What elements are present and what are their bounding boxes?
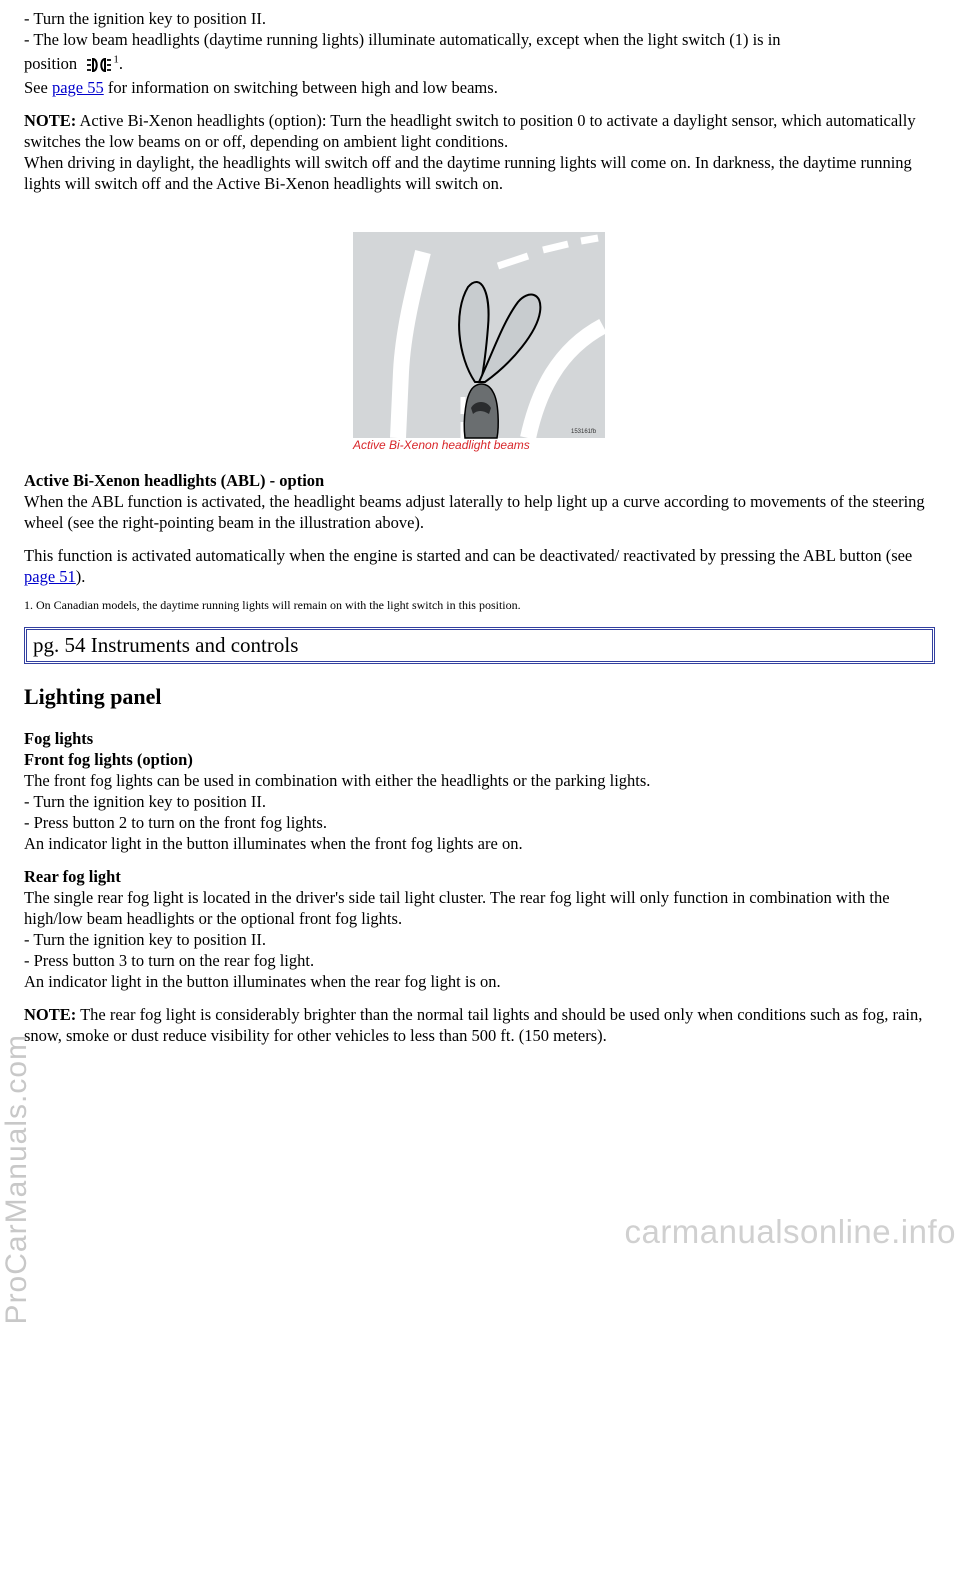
- bixenon-figure: [353, 232, 605, 462]
- rear-fog-heading: Rear fog light: [24, 867, 121, 886]
- front-line: - Press button 2 to turn on the front fog lights.: [24, 813, 327, 832]
- note-1: NOTE: Active Bi-Xenon headlights (option): Turn the headlight switch to position 0 to activate a daylight sensor, which automatically switches the low beams on or off, depending on ambient light conditions.: [24, 111, 916, 151]
- rear-line: - Turn the ignition key to position II.: [24, 930, 267, 949]
- figure-area: [24, 232, 939, 464]
- footnote: 1. On Canadian models, the daytime running lights will remain on with the light switch in this position.: [24, 598, 521, 612]
- abl-text-1: When the ABL function is activated, the headlight beams adjust laterally to help light up a curve according to movements of the steering wheel (see the right-pointing beam in the illustration above).: [24, 492, 925, 532]
- parking-lights-icon: [85, 57, 113, 73]
- intro-line-2: - The low beam headlights (daytime running lights) illuminate automatically, except when the light switch (1) is in: [24, 30, 781, 49]
- page-bar: pg. 54 Instruments and controls: [24, 627, 935, 664]
- intro-line-1: - Turn the ignition key to position II.: [24, 9, 267, 28]
- intro-line-3: position $^1$.: [24, 53, 123, 73]
- front-line: The front fog lights can be used in combination with either the headlights or the parking lights.: [24, 771, 651, 790]
- figure-caption: Active Bi-Xenon headlight beams: [353, 438, 530, 452]
- note-label: NOTE:: [24, 1005, 77, 1024]
- see-line: See page 55 for information on switching between high and low beams.: [24, 78, 498, 97]
- abl-text-2: This function is activated automatically when the engine is started and can be deactivated/ reactivated by pressing the ABL button (see page 51).: [24, 546, 913, 586]
- side-watermark: ProCarManuals.com: [0, 1034, 33, 1325]
- front-line: An indicator light in the button illuminates when the front fog lights are on.: [24, 834, 523, 853]
- note-1-text-2: When driving in daylight, the headlights will switch off and the daytime running lights will come on. In darkness, the daytime running lights will switch off and the Active Bi-Xenon headlights will switch on.: [24, 153, 912, 193]
- page-51-link[interactable]: page 51: [24, 567, 76, 586]
- front-fog-heading: Front fog lights (option): [24, 750, 193, 769]
- note-2: NOTE: The rear fog light is considerably brighter than the normal tail lights and should be used only when conditions such as fog, rain, snow, smoke or dust reduce visibility for other vehicles to less than 500 ft. (150 meters).: [24, 1005, 923, 1045]
- figure-code: 153161fb: [571, 429, 597, 435]
- section-title: Lighting panel: [24, 684, 162, 709]
- rear-line: - Press button 3 to turn on the rear fog light.: [24, 951, 315, 970]
- page-55-link[interactable]: page 55: [51, 78, 104, 97]
- fog-heading: Fog lights: [24, 729, 94, 748]
- note-label: NOTE:: [24, 111, 77, 130]
- footnote-ref: 1: [113, 53, 119, 66]
- bottom-watermark: carmanualsonline.info: [624, 1213, 956, 1250]
- rear-line: An indicator light in the button illuminates when the rear fog light is on.: [24, 972, 501, 991]
- page-content: [24, 8, 939, 1046]
- front-line: - Turn the ignition key to position II.: [24, 792, 267, 811]
- position-word: position: [24, 54, 78, 73]
- rear-line: The single rear fog light is located in the driver's side tail light cluster. The rear fog light will only function in combination with the high/low beam headlights or the optional front fog lights.: [24, 888, 890, 928]
- abl-heading: Active Bi-Xenon headlights (ABL) - option: [24, 471, 325, 490]
